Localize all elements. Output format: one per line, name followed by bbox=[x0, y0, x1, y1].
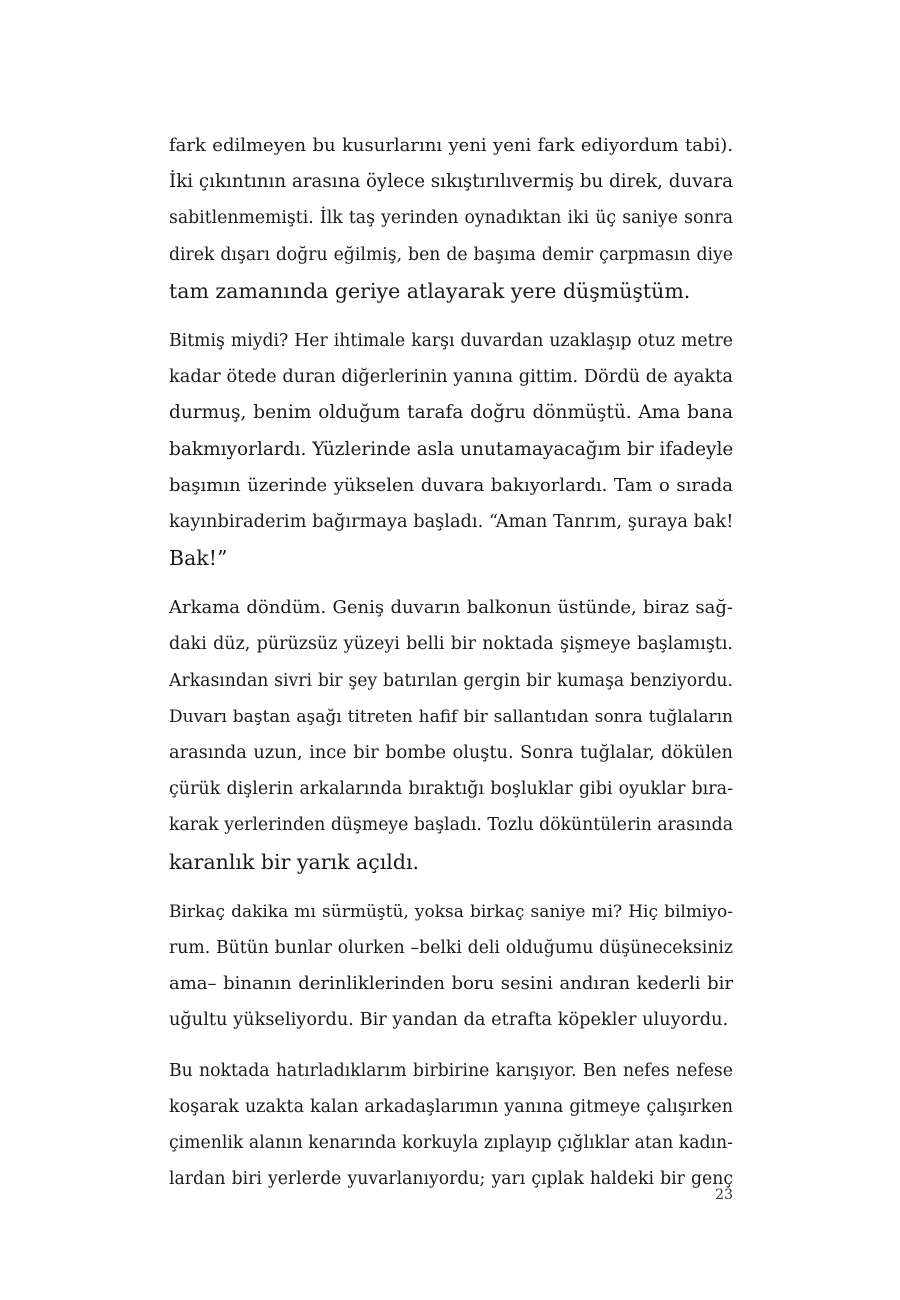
text-line: Arkama döndüm. Geniş duvarın balkonun üstünde, biraz sağ- bbox=[169, 597, 733, 619]
text-line: rum. Bütün bunlar olurken –belki deli olduğumu düşüneceksiniz bbox=[169, 937, 733, 958]
paragraph bbox=[169, 323, 733, 576]
text-line: lardan biri yerlerde yuvarlanıyordu; yarı çıplak haldeki bir genç bbox=[169, 1169, 733, 1190]
text-line: Bak!” bbox=[169, 546, 228, 571]
paragraph bbox=[169, 590, 733, 880]
text-line: çimenlik alanın kenarında korkuyla zıplayıp çığlıklar atan kadın- bbox=[169, 1132, 733, 1153]
text-line: İki çıkıntının arasına öylece sıkıştırılıvermiş bu direk, duvara bbox=[169, 171, 733, 193]
text-line: uğultu yükseliyordu. Bir yandan da etrafta köpekler uluyordu. bbox=[169, 1010, 729, 1031]
paragraph bbox=[169, 128, 733, 309]
text-line: durmuş, benim olduğum tarafa doğru dönmüştü. Ama bana bbox=[169, 402, 733, 424]
text-line: Duvarı baştan aşağı titreten hafif bir sallantıdan sonra tuğlaların bbox=[169, 706, 733, 727]
text-line: daki düz, pürüzsüz yüzeyi belli bir noktada şişmeye başlamıştı. bbox=[169, 634, 733, 655]
text-line: kadar ötede duran diğerlerinin yanına gittim. Dördü de ayakta bbox=[169, 367, 733, 388]
text-line: Arkasından sivri bir şey batırılan gergin bir kumaşa benziyordu. bbox=[169, 670, 733, 691]
text-line: karanlık bir yarık açıldı. bbox=[169, 849, 420, 874]
text-line: arasında uzun, ince bir bombe oluştu. Sonra tuğlalar, dökülen bbox=[169, 743, 733, 763]
paragraph bbox=[169, 1053, 733, 1198]
text-line: bakmıyorlardı. Yüzlerinde asla unutamayacağım bir ifadeyle bbox=[169, 438, 734, 460]
paragraph bbox=[169, 894, 733, 1039]
text-line: çürük dişlerin arkalarında bıraktığı boşluklar gibi oyuklar bıra- bbox=[169, 779, 733, 800]
page-number: 23 bbox=[715, 1187, 733, 1203]
text-line: Bitmiş miydi? Her ihtimale karşı duvardan uzaklaşıp otuz metre bbox=[169, 330, 733, 351]
text-line: Birkaç dakika mı sürmüştü, yoksa birkaç saniye mi? Hiç bilmiyo- bbox=[169, 901, 733, 922]
text-line: kayınbiraderim bağırmaya başladı. “Aman Tanrım, şuraya bak! bbox=[169, 511, 734, 532]
text-line: direk dışarı doğru eğilmiş, ben de başıma demir çarpmasın diye bbox=[169, 244, 733, 265]
text-line: Bu noktada hatırladıklarım birbirine karışıyor. Ben nefes nefese bbox=[169, 1060, 733, 1081]
text-line: ama– binanın derinliklerinden boru sesini andıran kederli bir bbox=[169, 973, 733, 995]
text-line: başımın üzerinde yükselen duvara bakıyorlardı. Tam o sırada bbox=[169, 474, 733, 496]
text-line: fark edilmeyen bu kusurlarını yeni yeni fark ediyordum tabi). bbox=[169, 135, 733, 156]
text-line: sabitlenmemişti. İlk taş yerinden oynadıktan iki üç saniye sonra bbox=[169, 208, 733, 229]
body-text bbox=[169, 128, 733, 1211]
text-line: tam zamanında geriye atlayarak yere düşmüştüm. bbox=[169, 278, 691, 303]
text-line: karak yerlerinden düşmeye başladı. Tozlu döküntülerin arasında bbox=[169, 815, 733, 836]
text-line: koşarak uzakta kalan arkadaşlarımın yanına gitmeye çalışırken bbox=[169, 1096, 733, 1117]
